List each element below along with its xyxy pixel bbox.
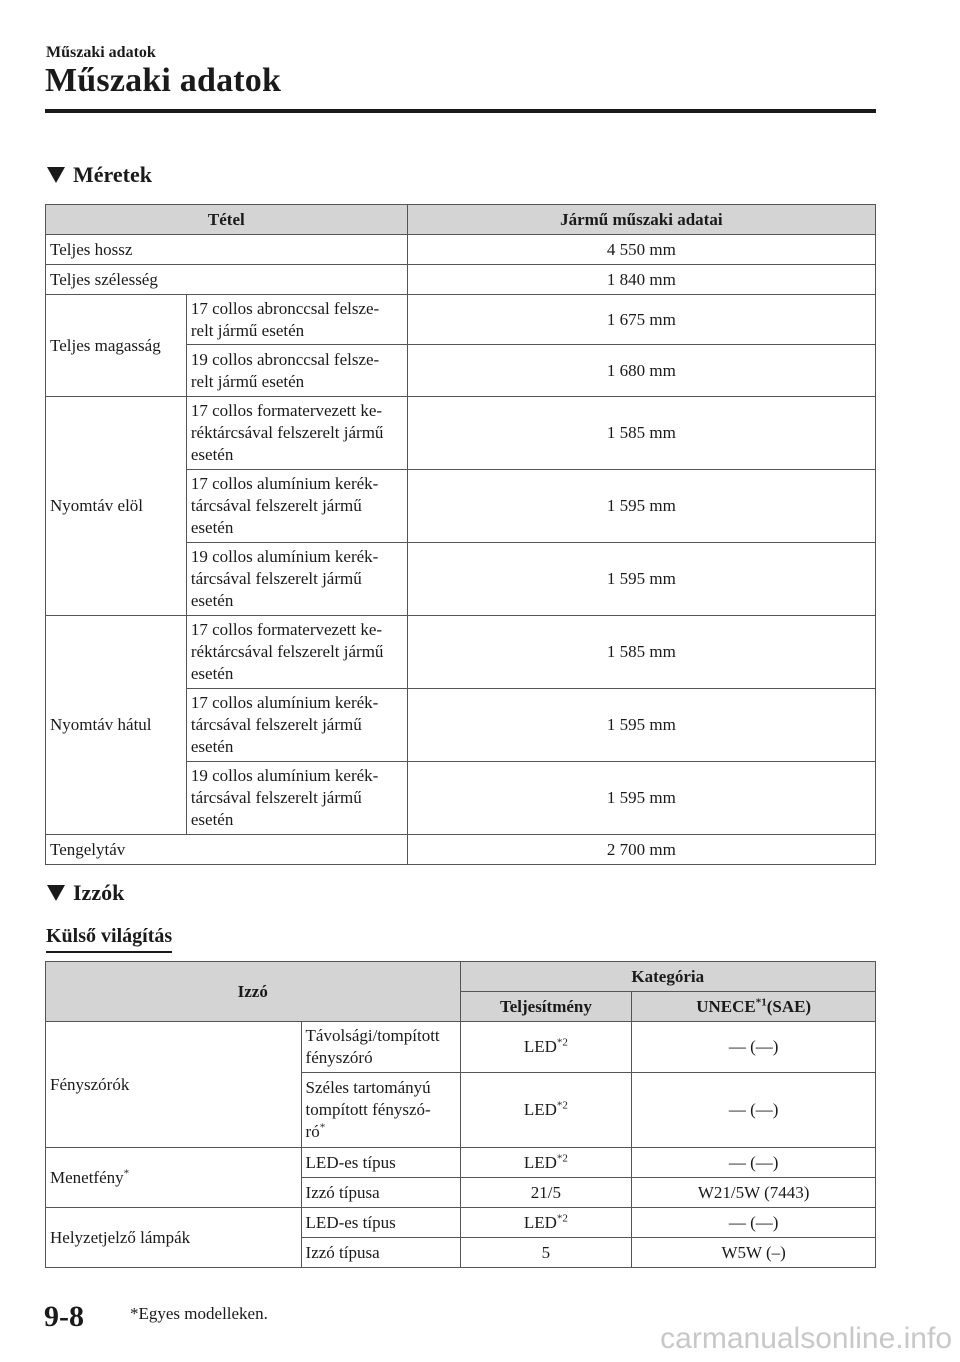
title-rule xyxy=(45,109,876,113)
row-label: Teljes szélesség xyxy=(46,265,408,295)
triangle-down-icon xyxy=(47,167,65,183)
row-value: 1 595 mm xyxy=(407,470,875,543)
table-row xyxy=(46,235,876,265)
col-wattage-header: Teljesítmény xyxy=(460,992,632,1022)
bulb-unece: ― (―) xyxy=(632,1073,876,1148)
bulb-group-label: Fényszórók xyxy=(46,1022,302,1148)
bulb-unece: ― (―) xyxy=(632,1022,876,1073)
row-condition: 19 collos alumínium kerék- tárcsával felszerelt jármű esetén xyxy=(186,762,407,835)
bulb-wattage: 5 xyxy=(460,1238,632,1268)
page-title: Műszaki adatok xyxy=(45,62,282,99)
bulb-type: Távolsági/tompított fényszóró xyxy=(301,1022,460,1073)
col-spec-header: Jármű műszaki adatai xyxy=(407,205,875,235)
row-condition: 19 collos abronccsal felsze- relt jármű esetén xyxy=(186,345,407,397)
dimensions-table xyxy=(45,204,876,865)
table-row xyxy=(46,616,876,689)
table-row xyxy=(46,265,876,295)
page-number: 9-8 xyxy=(44,1300,84,1333)
row-value: 1 675 mm xyxy=(407,295,875,345)
bulb-wattage: LED$^{*2}$ xyxy=(460,1022,632,1073)
bulb-group-label: Helyzetjelző lámpák xyxy=(46,1208,302,1268)
breadcrumb: Műszaki adatok xyxy=(46,44,156,61)
dimensions-heading-text: Méretek xyxy=(73,162,152,187)
triangle-down-icon xyxy=(47,885,65,901)
bulbs-heading-text: Izzók xyxy=(73,880,125,905)
table-row xyxy=(46,1208,876,1238)
bulbs-header-row xyxy=(46,962,876,992)
exterior-lighting-subheading: Külső világítás xyxy=(46,925,172,953)
row-condition: 17 collos alumínium kerék- tárcsával felszerelt jármű esetén xyxy=(186,470,407,543)
row-label: Tengelytáv xyxy=(46,835,408,865)
row-value: 1 595 mm xyxy=(407,543,875,616)
bulbs-table xyxy=(45,961,876,1268)
row-value: 1 595 mm xyxy=(407,689,875,762)
bulb-type: Széles tartományú tompított fényszó- ró* xyxy=(301,1073,460,1148)
footnote: *Egyes modelleken. xyxy=(130,1304,268,1323)
bulb-unece: ― (―) xyxy=(632,1148,876,1178)
row-condition: 17 collos alumínium kerék- tárcsával felszerelt jármű esetén xyxy=(186,689,407,762)
row-condition: 17 collos abronccsal felsze- relt jármű esetén xyxy=(186,295,407,345)
dimensions-heading xyxy=(47,162,152,188)
bulb-wattage: 21/5 xyxy=(460,1178,632,1208)
bulb-type: Izzó típusa xyxy=(301,1178,460,1208)
bulb-group-label: Menetfény* xyxy=(46,1148,302,1208)
bulb-type: LED-es típus xyxy=(301,1208,460,1238)
row-value: 1 680 mm xyxy=(407,345,875,397)
table-row xyxy=(46,295,876,345)
bulb-wattage: LED$^{*2}$ xyxy=(460,1208,632,1238)
bulb-wattage: LED$^{*2}$ xyxy=(460,1148,632,1178)
col-category-header: Kategória xyxy=(460,962,876,992)
row-label: Teljes hossz xyxy=(46,235,408,265)
col-item-header: Tétel xyxy=(46,205,408,235)
bulb-type: LED-es típus xyxy=(301,1148,460,1178)
dimensions-header-row xyxy=(46,205,876,235)
table-row xyxy=(46,1022,876,1073)
watermark: carmanualsonline.info xyxy=(660,1322,952,1355)
row-label: Teljes magasság xyxy=(46,295,187,397)
bulbs-heading xyxy=(47,880,124,906)
row-condition: 17 collos formatervezett ke- réktárcsával felszerelt jármű esetén xyxy=(186,397,407,470)
row-value: 1 585 mm xyxy=(407,616,875,689)
bulb-type: Izzó típusa xyxy=(301,1238,460,1268)
row-condition: 17 collos formatervezett ke- réktárcsával felszerelt jármű esetén xyxy=(186,616,407,689)
row-value: 4 550 mm xyxy=(407,235,875,265)
bulb-unece: ― (―) xyxy=(632,1208,876,1238)
bulb-unece: W21/5W (7443) xyxy=(632,1178,876,1208)
row-label: Nyomtáv elöl xyxy=(46,397,187,616)
row-value: 1 585 mm xyxy=(407,397,875,470)
bulb-unece: W5W (–) xyxy=(632,1238,876,1268)
table-row xyxy=(46,1148,876,1178)
row-label: Nyomtáv hátul xyxy=(46,616,187,835)
row-value: 1 595 mm xyxy=(407,762,875,835)
row-condition: 19 collos alumínium kerék- tárcsával felszerelt jármű esetén xyxy=(186,543,407,616)
bulb-wattage: LED$^{*2}$ xyxy=(460,1073,632,1148)
col-bulb-header: Izzó xyxy=(46,962,461,1022)
row-value: 1 840 mm xyxy=(407,265,875,295)
col-unece-header: UNECE$^{*1}$(SAE) xyxy=(632,992,876,1022)
row-value: 2 700 mm xyxy=(407,835,875,865)
table-row xyxy=(46,835,876,865)
table-row xyxy=(46,397,876,470)
